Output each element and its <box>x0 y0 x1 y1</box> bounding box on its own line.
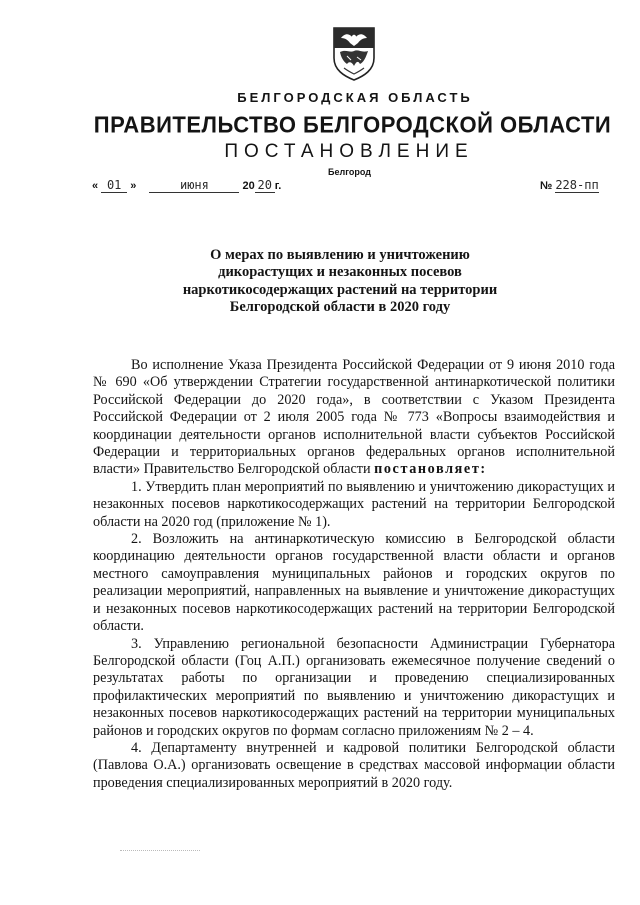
region-heading: БЕЛГОРОДСКАЯ ОБЛАСТЬ <box>237 90 473 105</box>
date-day: 01 <box>101 178 127 193</box>
date-month: июня <box>149 178 239 193</box>
item-paragraph: 4. Департаменту внутренней и кадровой политики Белгородской области (Павлова О.А.) организовать освещение в средствах массовой информации области проведения специализированных мероприятий в 2020 году. <box>93 739 615 791</box>
title-line: дикорастущих и незаконных посевов <box>218 264 462 281</box>
number-sign: № <box>540 180 553 192</box>
city-label: Белгород <box>328 167 371 177</box>
intro-paragraph <box>93 357 615 479</box>
document-body <box>93 357 615 792</box>
date-year-mark: г. <box>274 180 282 192</box>
scan-artifact-divider <box>120 848 200 851</box>
title-line: наркотикосодержащих растений на территории <box>182 281 498 298</box>
item-paragraph: 3. Управлению региональной безопасности Администрации Губернатора Белгородской области (Гоц А.П.) организовать ежемесячное получение сведений о результатах работы по организации и проведению специализированных профилактических мероприятий по выявлению и уничтожению дикорастущих и незаконных посевов наркотикосодержащих растений на территории муниципальных районов и городских округов по формам согласно приложениям № 2 – 4. <box>93 635 615 739</box>
document-type-heading: ПОСТАНОВЛЕНИЕ <box>224 141 474 162</box>
document-number <box>540 178 599 193</box>
number-value: 228-пп <box>555 178 599 192</box>
item-paragraph: 1. Утвердить план мероприятий по выявлению и уничтожению дикорастущих и незаконных посевов наркотикосодержащих растений на территории Белгородской области на 2020 год (приложение № 1). <box>93 478 615 530</box>
date-open-quote: « <box>92 180 99 192</box>
belgorod-coat-of-arms-icon <box>330 24 378 82</box>
date-year-suffix: 20 <box>255 178 275 193</box>
date-year-prefix: 20 <box>242 180 255 192</box>
intro-text: Во исполнение Указа Президента Российской Федерации от 9 июня 2010 года № 690 «Об утверждении Стратегии государственной антинаркотической политики Российской Федерации до 2020 года», в соответствии с Указом Президента Российской Федерации от 2 июля 2005 года № 773 «Вопросы взаимодействия и координации деятельности органов исполнительной власти субъектов Российской Федерации и территориальных органов федеральных органов исполнительной власти» Правительство Белгородской области <box>93 357 615 478</box>
title-line: О мерах по выявлению и уничтожению <box>210 247 470 263</box>
item-paragraph: 2. Возложить на антинаркотическую комиссию в Белгородской области координацию деятельности органов государственной власти области и органов местного самоуправления муниципальных районов и городских округов по реализации мероприятий, направленных на выявление и уничтожение дикорастущих и незаконных посевов наркотикосодержащих растений на территории Белгородской области. <box>93 531 615 635</box>
decree-word: постановляет: <box>374 461 487 478</box>
document-title <box>0 247 640 316</box>
date-close-quote: » <box>130 180 137 192</box>
government-heading: ПРАВИТЕЛЬСТВО БЕЛГОРОДСКОЙ ОБЛАСТИ <box>93 111 612 138</box>
document-date <box>92 178 281 193</box>
title-line: Белгородской области в 2020 году <box>229 298 451 315</box>
